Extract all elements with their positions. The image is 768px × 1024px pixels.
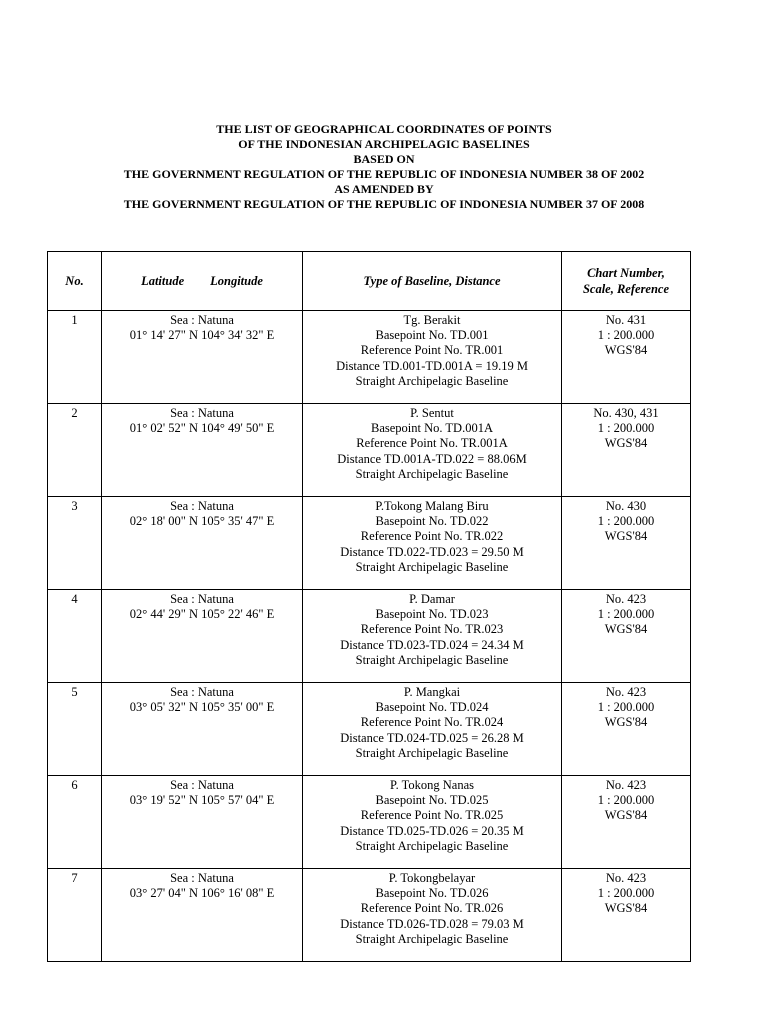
chart-scale: 1 : 200.000 [597, 793, 655, 808]
row-number: 4 [71, 592, 78, 606]
chart-number: No. 430, 431 [593, 406, 659, 420]
header-longitude: Longitude [210, 274, 263, 288]
basepoint: Basepoint No. TD.024 [375, 700, 489, 715]
title-line-4: THE GOVERNMENT REGULATION OF THE REPUBLIC OF INDONESIA NUMBER 38 OF 2002 [123, 167, 645, 181]
chart-datum: WGS'84 [604, 343, 648, 358]
chart-datum: WGS'84 [604, 529, 648, 544]
point-name: Tg. Berakit [403, 313, 461, 327]
point-name: P. Sentut [410, 406, 454, 420]
title-line-3: BASED ON [353, 152, 415, 166]
cell-coordinates [102, 404, 303, 497]
sea-name: Sea : Natuna [170, 592, 234, 606]
chart-number: No. 423 [605, 592, 647, 606]
table-row [48, 590, 691, 683]
row-number: 5 [71, 685, 78, 699]
point-name: P. Damar [409, 592, 455, 606]
document-title [0, 122, 768, 212]
sea-name: Sea : Natuna [170, 313, 234, 327]
header-latitude: Latitude [141, 274, 185, 288]
baseline-type: Straight Archipelagic Baseline [355, 373, 509, 388]
baseline-type: Straight Archipelagic Baseline [355, 652, 509, 667]
table-row [48, 497, 691, 590]
header-coordinates [102, 252, 303, 311]
coordinates: 02° 18' 00" N 105° 35' 47" E [129, 514, 275, 529]
reference-point: Reference Point No. TR.024 [360, 715, 504, 730]
chart-scale: 1 : 200.000 [597, 700, 655, 715]
cell-no [48, 590, 102, 683]
cell-no [48, 497, 102, 590]
cell-coordinates [102, 311, 303, 404]
table-row [48, 869, 691, 962]
reference-point: Reference Point No. TR.022 [360, 529, 504, 544]
sea-name: Sea : Natuna [170, 406, 234, 420]
chart-scale: 1 : 200.000 [597, 607, 655, 622]
table-row [48, 404, 691, 497]
cell-no [48, 869, 102, 962]
reference-point: Reference Point No. TR.023 [360, 622, 504, 637]
cell-chart [562, 590, 691, 683]
distance: Distance TD.026-TD.028 = 79.03 M [340, 916, 524, 931]
title-line-2: OF THE INDONESIAN ARCHIPELAGIC BASELINES [238, 137, 530, 151]
table-row [48, 311, 691, 404]
coordinates: 01° 02' 52" N 104° 49' 50" E [129, 421, 275, 436]
cell-chart [562, 869, 691, 962]
chart-number: No. 431 [605, 313, 647, 327]
header-no: No. [48, 252, 102, 311]
chart-datum: WGS'84 [604, 808, 648, 823]
title-line-1: THE LIST OF GEOGRAPHICAL COORDINATES OF POINTS [216, 122, 552, 136]
chart-number: No. 430 [605, 499, 647, 513]
cell-coordinates [102, 590, 303, 683]
cell-no [48, 404, 102, 497]
point-name: P.Tokong Malang Biru [375, 499, 489, 513]
header-chart-line2: Scale, Reference [582, 282, 670, 296]
coordinates: 01° 14' 27" N 104° 34' 32" E [129, 328, 275, 343]
coordinates: 03° 05' 32" N 105° 35' 00" E [129, 700, 275, 715]
title-line-6: THE GOVERNMENT REGULATION OF THE REPUBLIC OF INDONESIA NUMBER 37 OF 2008 [123, 197, 645, 211]
distance: Distance TD.024-TD.025 = 26.28 M [340, 730, 524, 745]
table-header-row [48, 252, 691, 311]
cell-type [303, 776, 562, 869]
distance: Distance TD.025-TD.026 = 20.35 M [340, 823, 524, 838]
header-type: Type of Baseline, Distance [303, 252, 562, 311]
cell-type [303, 404, 562, 497]
cell-type [303, 683, 562, 776]
title-line-5: AS AMENDED BY [334, 182, 434, 196]
cell-no [48, 311, 102, 404]
row-number: 2 [71, 406, 78, 420]
reference-point: Reference Point No. TR.001 [360, 343, 504, 358]
chart-datum: WGS'84 [604, 622, 648, 637]
cell-coordinates [102, 497, 303, 590]
cell-no [48, 683, 102, 776]
coordinates: 02° 44' 29" N 105° 22' 46" E [129, 607, 275, 622]
cell-no [48, 776, 102, 869]
chart-datum: WGS'84 [604, 436, 648, 451]
baseline-type: Straight Archipelagic Baseline [355, 745, 509, 760]
baseline-type: Straight Archipelagic Baseline [355, 559, 509, 574]
chart-scale: 1 : 200.000 [597, 328, 655, 343]
baseline-type: Straight Archipelagic Baseline [355, 931, 509, 946]
point-name: P. Mangkai [403, 685, 461, 699]
table-row [48, 776, 691, 869]
sea-name: Sea : Natuna [170, 778, 234, 792]
chart-number: No. 423 [605, 871, 647, 885]
table-row [48, 683, 691, 776]
baseline-type: Straight Archipelagic Baseline [355, 466, 509, 481]
chart-scale: 1 : 200.000 [597, 886, 655, 901]
distance: Distance TD.001A-TD.022 = 88.06M [337, 451, 527, 466]
distance: Distance TD.022-TD.023 = 29.50 M [340, 544, 524, 559]
cell-type [303, 869, 562, 962]
sea-name: Sea : Natuna [170, 499, 234, 513]
chart-datum: WGS'84 [604, 901, 648, 916]
cell-chart [562, 497, 691, 590]
row-number: 7 [71, 871, 78, 885]
coordinates: 03° 27' 04" N 106° 16' 08" E [129, 886, 275, 901]
cell-coordinates [102, 776, 303, 869]
basepoint: Basepoint No. TD.026 [375, 886, 489, 901]
cell-chart [562, 404, 691, 497]
chart-scale: 1 : 200.000 [597, 421, 655, 436]
row-number: 3 [71, 499, 78, 513]
reference-point: Reference Point No. TR.026 [360, 901, 504, 916]
basepoint: Basepoint No. TD.001 [375, 328, 489, 343]
sea-name: Sea : Natuna [170, 685, 234, 699]
sea-name: Sea : Natuna [170, 871, 234, 885]
chart-scale: 1 : 200.000 [597, 514, 655, 529]
header-chart [562, 252, 691, 311]
baseline-type: Straight Archipelagic Baseline [355, 838, 509, 853]
cell-type [303, 311, 562, 404]
baselines-table [47, 251, 691, 962]
reference-point: Reference Point No. TR.025 [360, 808, 504, 823]
point-name: P. Tokongbelayar [388, 871, 476, 885]
basepoint: Basepoint No. TD.001A [371, 421, 493, 436]
cell-chart [562, 776, 691, 869]
basepoint: Basepoint No. TD.022 [375, 514, 489, 529]
chart-number: No. 423 [605, 685, 647, 699]
distance: Distance TD.023-TD.024 = 24.34 M [340, 637, 524, 652]
row-number: 1 [71, 313, 78, 327]
coordinates: 03° 19' 52" N 105° 57' 04" E [129, 793, 275, 808]
cell-type [303, 590, 562, 683]
row-number: 6 [71, 778, 78, 792]
point-name: P. Tokong Nanas [390, 778, 474, 792]
chart-number: No. 423 [605, 778, 647, 792]
cell-chart [562, 683, 691, 776]
reference-point: Reference Point No. TR.001A [356, 436, 508, 451]
cell-chart [562, 311, 691, 404]
chart-datum: WGS'84 [604, 715, 648, 730]
cell-coordinates [102, 869, 303, 962]
header-chart-line1: Chart Number, [587, 266, 665, 280]
cell-type [303, 497, 562, 590]
basepoint: Basepoint No. TD.023 [375, 607, 489, 622]
cell-coordinates [102, 683, 303, 776]
basepoint: Basepoint No. TD.025 [375, 793, 489, 808]
distance: Distance TD.001-TD.001A = 19.19 M [336, 358, 528, 373]
